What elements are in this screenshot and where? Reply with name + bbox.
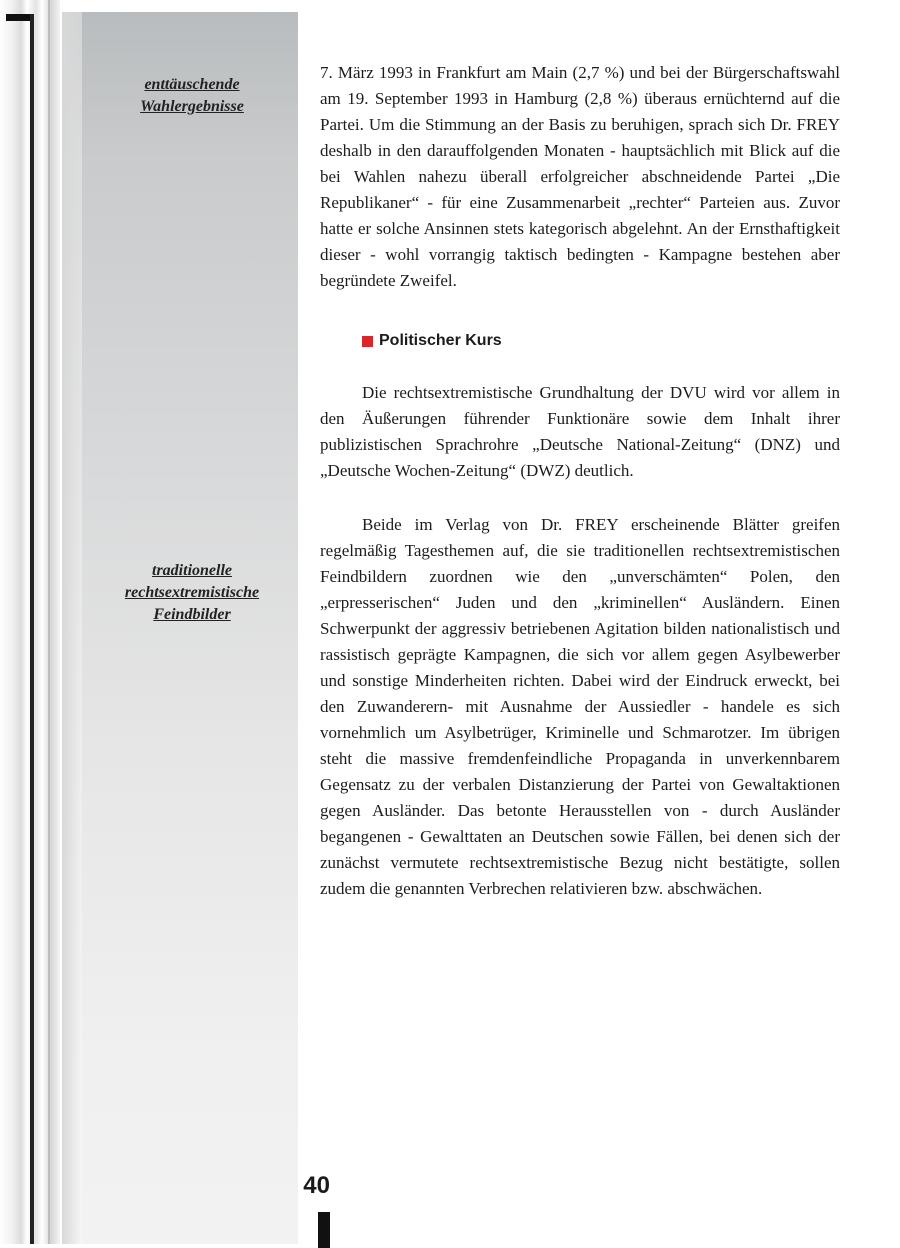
binding-mark — [6, 14, 32, 21]
heading-bullet-icon — [362, 336, 373, 347]
margin-note-line: Feindbilder — [153, 606, 231, 623]
page-number-bar — [318, 1212, 330, 1248]
section-heading-political-course — [362, 330, 840, 352]
margin-note-line: traditionelle — [152, 562, 232, 579]
page-number: 40 — [303, 1172, 330, 1199]
main-text — [320, 60, 840, 902]
binding-line — [30, 14, 34, 1244]
margin-note-election-results — [92, 74, 292, 118]
paragraph-newspapers: Beide im Verlag von Dr. FREY erscheinende Blätter greifen regelmäßig Tagesthemen auf, die sie traditionellen rechtsextremistischen Feindbildern zuordnen wie den „unverschämten“ Polen, den „erpresserischen“ Juden und den „kriminellen“ Ausländern. Einen Schwerpunkt der aggressiv betriebenen Agitation bilden nationalistisch und rassistisch geprägte Kampagnen, die sich vor allem gegen Asylbewerber und sonstige Minderheiten richten. Dabei wird der Eindruck erweckt, bei den Zuwanderern- mit Ausnahme der Aussiedler - handele es sich vornehmlich um Asylbetrüger, Kriminelle und Schmarotzer. Im übrigen steht die massive fremdenfeindliche Propaganda in unverkennbarem Gegensatz zu der verbalen Distanzierung der Partei von Gewaltaktionen gegen Ausländer. Das betonte Herausstellen von - durch Ausländer begangenen - Gewalttaten an Deutschen sowie Fällen, bei denen sich der zunächst vermutete rechtsextremistische Bezug nicht bestätigte, sollen zudem die genannten Verbrechen relativieren bzw. abschwächen. — [320, 515, 840, 898]
margin-note-enemy-images — [92, 560, 292, 626]
section-heading-text: Politischer Kurs — [379, 332, 502, 349]
margin-note-line: enttäuschende — [144, 76, 240, 93]
margin-note-line: rechtsextremistische — [124, 584, 260, 601]
margin-column — [62, 12, 330, 1244]
binding-edge — [0, 0, 60, 1244]
margin-note-line: Wahlergebnisse — [140, 98, 244, 115]
paragraph-election: 7. März 1993 in Frankfurt am Main (2,7 %) und bei der Bürgerschaftswahl am 19. September 1993 in Hamburg (2,8 %) überaus ernüchternd auf die Partei. Um die Stimmung an der Basis zu beruhigen, sprach sich Dr. FREY deshalb in den darauffolgenden Monaten - hauptsächlich mit Blick auf die bei Wahlen nahezu überall erfolgreicher abschneidende Partei „Die Republikaner“ - für eine Zusammenarbeit „rechter“ Parteien aus. Zuvor hatte er solche Ansinnen stets kategorisch abgelehnt. An der Ernsthaftigkeit dieser - wohl vorrangig taktisch bedingten - Kampagne bestehen aber begründete Zweifel. — [320, 63, 840, 290]
paragraph-basic-stance: Die rechtsextremistische Grundhaltung der DVU wird vor allem in den Äußerungen führender Funktionäre sowie dem Inhalt ihrer publizistischen Sprachrohre „Deutsche National-Zeitung“ (DNZ) und „Deutsche Wochen-Zeitung“ (DWZ) deutlich. — [320, 383, 840, 480]
binding-line-light — [48, 0, 50, 1244]
